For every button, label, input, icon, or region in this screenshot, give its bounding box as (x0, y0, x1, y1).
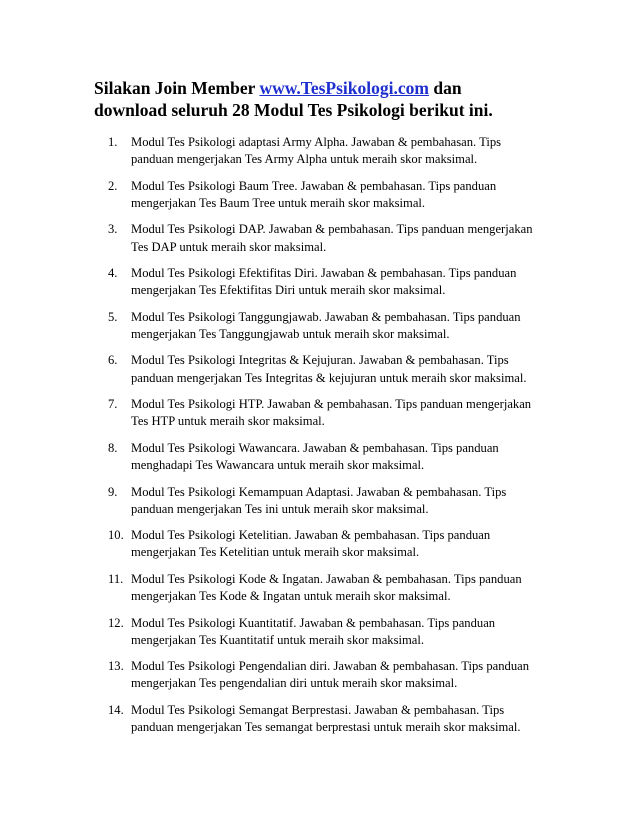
list-item-number: 7. (108, 397, 118, 412)
list-item-number: 6. (108, 353, 118, 368)
list-item-number: 14. (108, 702, 124, 717)
list-item-number: 1. (108, 135, 118, 149)
list-item-number: 3. (108, 222, 118, 237)
list-item-text: Modul Tes Psikologi adaptasi Army Alpha. Jawaban & pembahasan. Tips panduan mengerjakan Tes Army Alpha untuk meraih skor maksimal. (131, 135, 502, 167)
list-item (108, 352, 628, 386)
list-item-text: Modul Tes Psikologi Pengendalian diri. Jawaban & pembahasan. Tips panduan mengerjakan Tes pengendalian diri untuk meraih skor maksimal. (131, 659, 529, 691)
list-item-text: Modul Tes Psikologi Efektifitas Diri. Jawaban & pembahasan. Tips panduan mengerjakan Tes Efektifitas Diri untuk meraih skor maksimal. (131, 266, 517, 298)
list-item-text: Modul Tes Psikologi Baum Tree. Jawaban & pembahasan. Tips panduan mengerjakan Tes Baum Tree untuk meraih skor maksimal. (131, 178, 497, 210)
list-item (108, 221, 628, 255)
list-item-number: 5. (108, 309, 118, 324)
list-item-number: 9. (108, 484, 118, 499)
list-item-text: Modul Tes Psikologi Integritas & Kejujuran. Jawaban & pembahasan. Tips panduan mengerjakan Tes Integritas & kejujuran untuk meraih skor maksimal. (131, 353, 527, 385)
list-item (108, 702, 628, 736)
heading-prefix: Silakan Join Member (94, 78, 260, 98)
list-item-number: 2. (108, 178, 118, 193)
list-item (108, 309, 628, 343)
list-item-text: Modul Tes Psikologi Semangat Berprestasi. Jawaban & pembahasan. Tips panduan mengerjakan Tes semangat berprestasi untuk meraih skor maksimal. (131, 702, 521, 735)
list-item-text: Modul Tes Psikologi DAP. Jawaban & pembahasan. Tips panduan mengerjakan Tes DAP untuk meraih skor maksimal. (131, 222, 533, 254)
list-item (108, 484, 628, 518)
list-item-text: Modul Tes Psikologi Wawancara. Jawaban & pembahasan. Tips panduan menghadapi Tes Wawancara untuk meraih skor maksimal. (131, 440, 499, 473)
list-item (108, 527, 628, 561)
member-link[interactable]: www.TesPsikologi.com (259, 78, 429, 98)
page-heading (94, 77, 614, 121)
list-item-number: 10. (108, 528, 124, 543)
list-item (108, 658, 628, 692)
list-item-text: Modul Tes Psikologi Kuantitatif. Jawaban & pembahasan. Tips panduan mengerjakan Tes Kuantitatif untuk meraih skor maksimal. (131, 615, 496, 647)
list-item (108, 396, 628, 430)
heading-line-2: download seluruh 28 Modul Tes Psikologi berikut ini. (94, 100, 493, 120)
list-item-text: Modul Tes Psikologi Kode & Ingatan. Jawaban & pembahasan. Tips panduan mengerjakan Tes Kode & Ingatan untuk meraih skor maksimal. (131, 571, 522, 604)
list-item (108, 571, 628, 605)
list-item-number: 13. (108, 659, 124, 674)
module-list (108, 134, 628, 746)
list-item-text: Modul Tes Psikologi Tanggungjawab. Jawaban & pembahasan. Tips panduan mengerjakan Tes Tanggungjawab untuk meraih skor maksimal. (131, 309, 521, 341)
list-item (108, 440, 628, 474)
list-item-text: Modul Tes Psikologi Kemampuan Adaptasi. Jawaban & pembahasan. Tips panduan mengerjakan Tes ini untuk meraih skor maksimal. (131, 484, 507, 516)
list-item-number: 12. (108, 615, 124, 630)
list-item (108, 615, 628, 649)
heading-suffix: dan (428, 78, 462, 98)
list-item-number: 11. (108, 571, 124, 586)
list-item (108, 134, 628, 168)
list-item-number: 4. (108, 266, 118, 281)
list-item-number: 8. (108, 440, 118, 455)
list-item-text: Modul Tes Psikologi Ketelitian. Jawaban & pembahasan. Tips panduan mengerjakan Tes Ketelitian untuk meraih skor maksimal. (131, 528, 491, 560)
list-item-text: Modul Tes Psikologi HTP. Jawaban & pembahasan. Tips panduan mengerjakan Tes HTP untuk meraih skor maksimal. (131, 397, 532, 429)
list-item (108, 178, 628, 212)
list-item (108, 265, 628, 299)
